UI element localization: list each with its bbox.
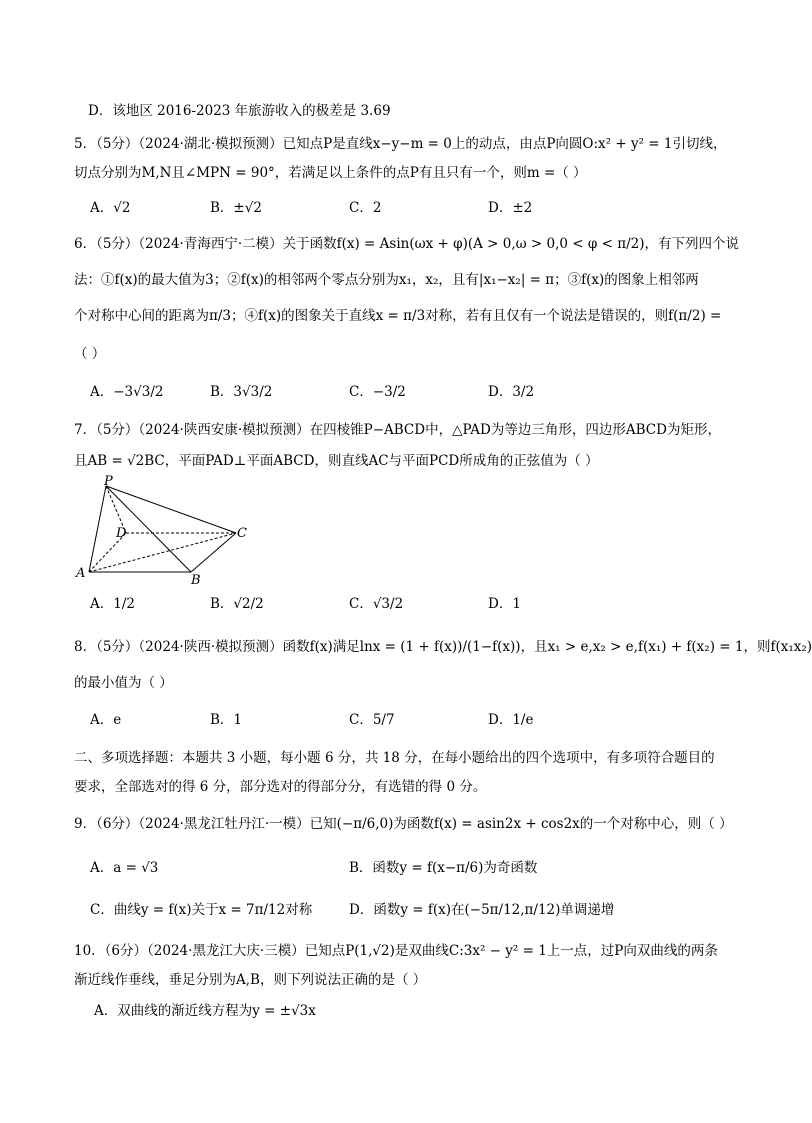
q5-option-a: A．√2 — [90, 200, 131, 216]
q5-option-b: B．±√2 — [210, 200, 262, 216]
vertex-label-p: P — [104, 474, 113, 489]
q6-stem-line2: 法：①f(x)的最大值为3；②f(x)的相邻两个零点分别为x₁，x₂，且有|x₁−x₂| = π；③f(x)的图象上相邻两 — [74, 272, 699, 288]
section2-instructions-line1: 二、多项选择题：本题共 3 小题，每小题 6 分，共 18 分，在每小题给出的四个选项中，有多项符合题目的 — [74, 750, 715, 766]
q6-stem-line1: 6．（5分）（2024·青海西宁·二模）关于函数f(x) = Asin(ωx + φ)(A > 0,ω > 0,0 < φ < π/2)，有下列四个说 — [74, 236, 740, 252]
q10-option-a: A．双曲线的渐近线方程为y = ±√3x — [94, 1003, 316, 1019]
vertex-label-a: A — [76, 566, 86, 581]
q7-option-d: D．1 — [488, 596, 521, 612]
q7-stem-line1: 7．（5分）（2024·陕西安康·模拟预测）在四棱锥P−ABCD中，△PAD为等边三角形，四边形ABCD为矩形， — [74, 422, 721, 438]
q6-option-b: B．3√3/2 — [210, 384, 273, 400]
q6-option-c: C．−3/2 — [349, 384, 406, 400]
q5-stem-line2: 切点分别为M,N且∠MPN = 90°，若满足以上条件的点P有且只有一个，则m =（ ） — [74, 165, 587, 181]
q6-option-d: D．3/2 — [488, 384, 535, 400]
q7-option-a: A．1/2 — [90, 596, 135, 612]
q10-stem-line1: 10．（6分）（2024·黑龙江大庆·三模）已知点P(1,√2)是双曲线C:3x² − y² = 1上一点，过P向双曲线的两条 — [74, 943, 718, 959]
q4-option-d: D．该地区 2016-2023 年旅游收入的极差是 3.69 — [88, 103, 391, 119]
vertex-label-d: D — [116, 526, 127, 541]
q9-option-a: A．a = √3 — [90, 860, 159, 876]
q8-stem-line1: 8．（5分）（2024·陕西·模拟预测）函数f(x)满足lnx = (1 + f(x))/(1−f(x))，且x₁ > e,x₂ > e,f(x₁) + f(x₂) = 1，则f(x₁x₂) — [74, 639, 812, 655]
q9-option-c: C．曲线y = f(x)关于x = 7π/12对称 — [90, 902, 313, 918]
q5-option-c: C．2 — [349, 200, 382, 216]
vertex-label-b: B — [191, 573, 201, 588]
q5-stem-line1: 5．（5分）（2024·湖北·模拟预测）已知点P是直线x−y−m = 0上的动点，由点P向圆O:x² + y² = 1引切线， — [74, 136, 727, 152]
vertex-label-c: C — [237, 526, 247, 541]
q9-option-d: D．函数y = f(x)在(−5π/12,π/12)单调递增 — [349, 902, 615, 918]
q7-option-b: B．√2/2 — [210, 596, 264, 612]
q7-stem-line2: 且AB = √2BC，平面PAD⊥平面ABCD，则直线AC与平面PCD所成角的正弦值为（ ） — [74, 453, 599, 469]
q6-stem-line3: 个对称中心间的距离为π/3；④f(x)的图象关于直线x = π/3对称，若有且仅有一个说法是错误的，则f(π/2) = — [74, 308, 722, 324]
section2-instructions-line2: 要求，全部选对的得 6 分，部分选对的得部分分，有选错的得 0 分。 — [74, 779, 487, 795]
q8-option-b: B．1 — [210, 712, 243, 728]
q5-option-d: D．±2 — [488, 200, 533, 216]
q9-stem-line1: 9．（6分）（2024·黑龙江牡丹江·一模）已知(−π/6,0)为函数f(x) = asin2x + cos2x的一个对称中心，则（ ） — [74, 816, 733, 832]
q9-option-b: B．函数y = f(x−π/6)为奇函数 — [349, 860, 538, 876]
q10-stem-line2: 渐近线作垂线，垂足分别为A,B，则下列说法正确的是（ ） — [74, 972, 427, 988]
pyramid-figure — [76, 474, 264, 588]
q7-option-c: C．√3/2 — [349, 596, 404, 612]
q6-option-a: A．−3√3/2 — [90, 384, 164, 400]
q8-option-c: C．5/7 — [349, 712, 395, 728]
q8-option-d: D．1/e — [488, 712, 534, 728]
q6-stem-line4: （ ） — [74, 346, 106, 362]
q8-option-a: A．e — [90, 712, 122, 728]
q8-stem-line2: 的最小值为（ ） — [74, 675, 173, 691]
